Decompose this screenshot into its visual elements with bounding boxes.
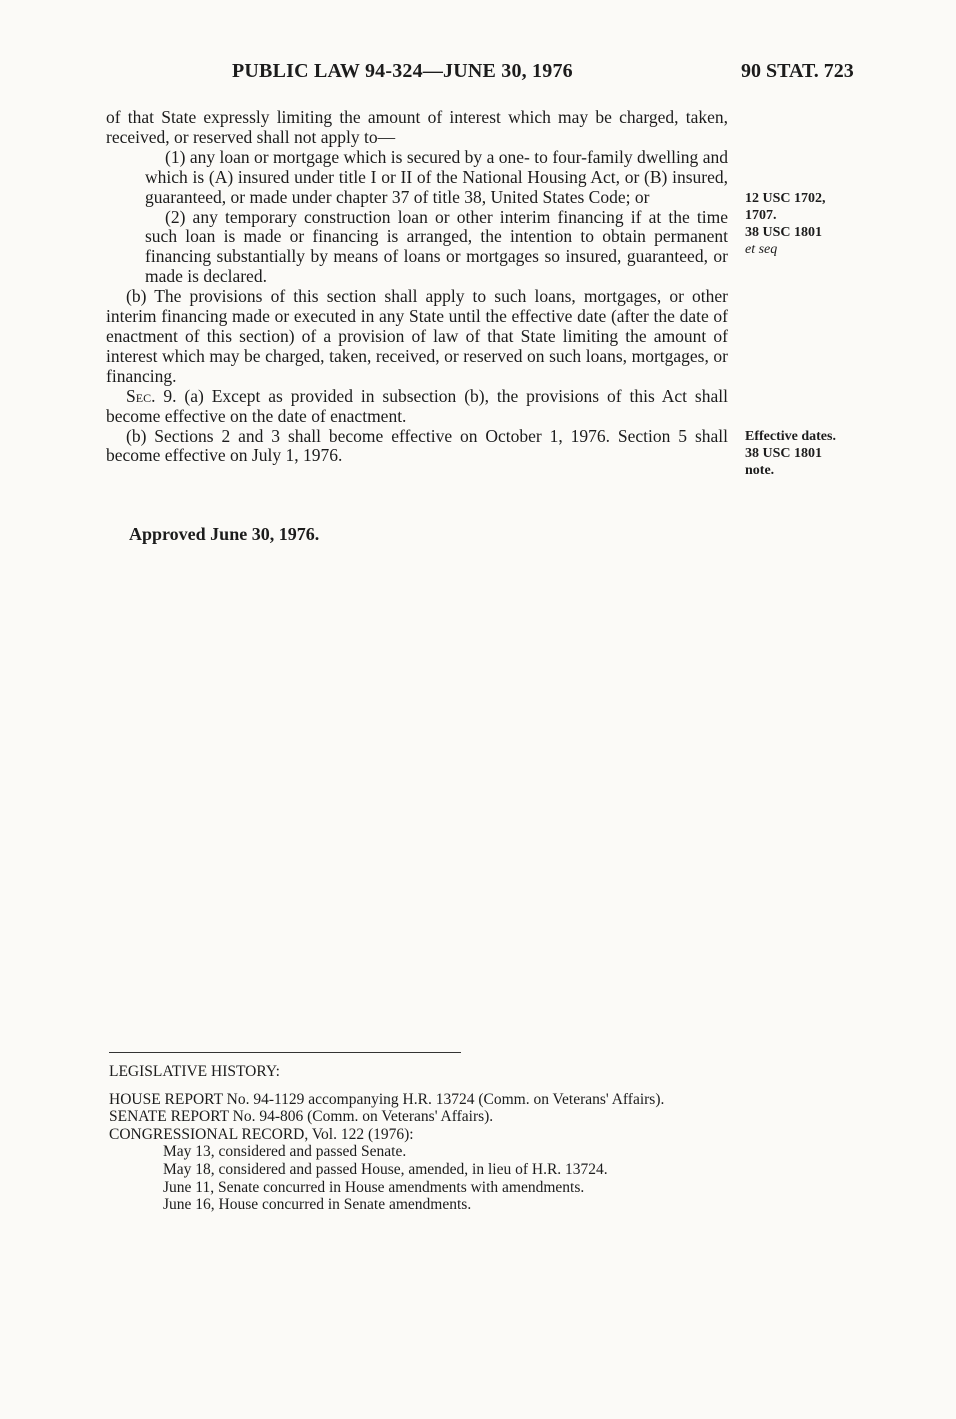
- paragraph-subsection-b: (b) The provisions of this section shall apply to such loans, mortgages, or other interim financing made or executed in any State until the effective date (after the date of enactment of this section) of a provision of law of that State limiting the amount of interest which may be charged, taken, received, or reserved on such loans, mortgages, or financing.: [106, 286, 728, 386]
- margin-note-line: et seq: [745, 242, 778, 257]
- section-9-text: (a) Except as provided in subsection (b), the provisions of this Act shall become effective on the date of enactment.: [106, 385, 728, 426]
- page-header-title: PUBLIC LAW 94-324—JUNE 30, 1976: [232, 60, 573, 82]
- margin-note-line: Effective dates.: [745, 429, 836, 444]
- margin-note-line: 38 USC 1801: [745, 225, 823, 240]
- divider-rule: [109, 1052, 461, 1053]
- legislative-history: [109, 1063, 739, 1214]
- margin-note-line: 1707.: [745, 208, 777, 223]
- history-entry: May 13, considered and passed Senate.: [163, 1143, 407, 1161]
- approval-date: Approved June 30, 1976.: [129, 524, 320, 544]
- paragraph-item-2: (2) any temporary construction loan or other interim financing if at the time such loan is made or financing is arranged, the intention to obtain permanent financing substantially by means of loans or mortgages so insured, guaranteed, or made is declared.: [145, 206, 728, 287]
- paragraph-item-1: (1) any loan or mortgage which is secured by a one- to four-family dwelling and which is (A) insured under title I or II of the National Housing Act, or (B) insured, guaranteed, or made under chapter 37 of title 38, United States Code; or: [145, 146, 728, 207]
- paragraph-section-9-b: (b) Sections 2 and 3 shall become effective on October 1, 1976. Section 5 shall become effective on July 1, 1976.: [106, 425, 728, 466]
- paragraph-section-9: [106, 387, 728, 427]
- history-entry: June 16, House concurred in Senate amendments.: [163, 1196, 472, 1214]
- congressional-record: CONGRESSIONAL RECORD, Vol. 122 (1976):: [109, 1125, 414, 1143]
- law-text: [106, 108, 728, 466]
- history-entry: June 11, Senate concurred in House amendments with amendments.: [163, 1178, 585, 1196]
- house-report: HOUSE REPORT No. 94-1129 accompanying H.R. 13724 (Comm. on Veterans' Affairs).: [109, 1090, 665, 1108]
- page-header-stat: 90 STAT. 723: [741, 60, 854, 82]
- section-number: Sec. 9.: [126, 385, 177, 406]
- margin-note-effective-dates: [745, 428, 836, 479]
- margin-note-line: 12 USC 1702,: [745, 191, 826, 206]
- margin-note-citations: [745, 190, 826, 258]
- paragraph-continuation: of that State expressly limiting the amount of interest which may be charged, taken, received, or reserved shall not apply to—: [106, 107, 728, 147]
- margin-note-line: 38 USC 1801: [745, 446, 823, 461]
- legislative-history-title: LEGISLATIVE HISTORY:: [109, 1063, 280, 1080]
- senate-report: SENATE REPORT No. 94-806 (Comm. on Veterans' Affairs).: [109, 1108, 494, 1126]
- margin-note-line: note.: [745, 463, 775, 478]
- history-entry: May 18, considered and passed House, amended, in lieu of H.R. 13724.: [163, 1160, 608, 1178]
